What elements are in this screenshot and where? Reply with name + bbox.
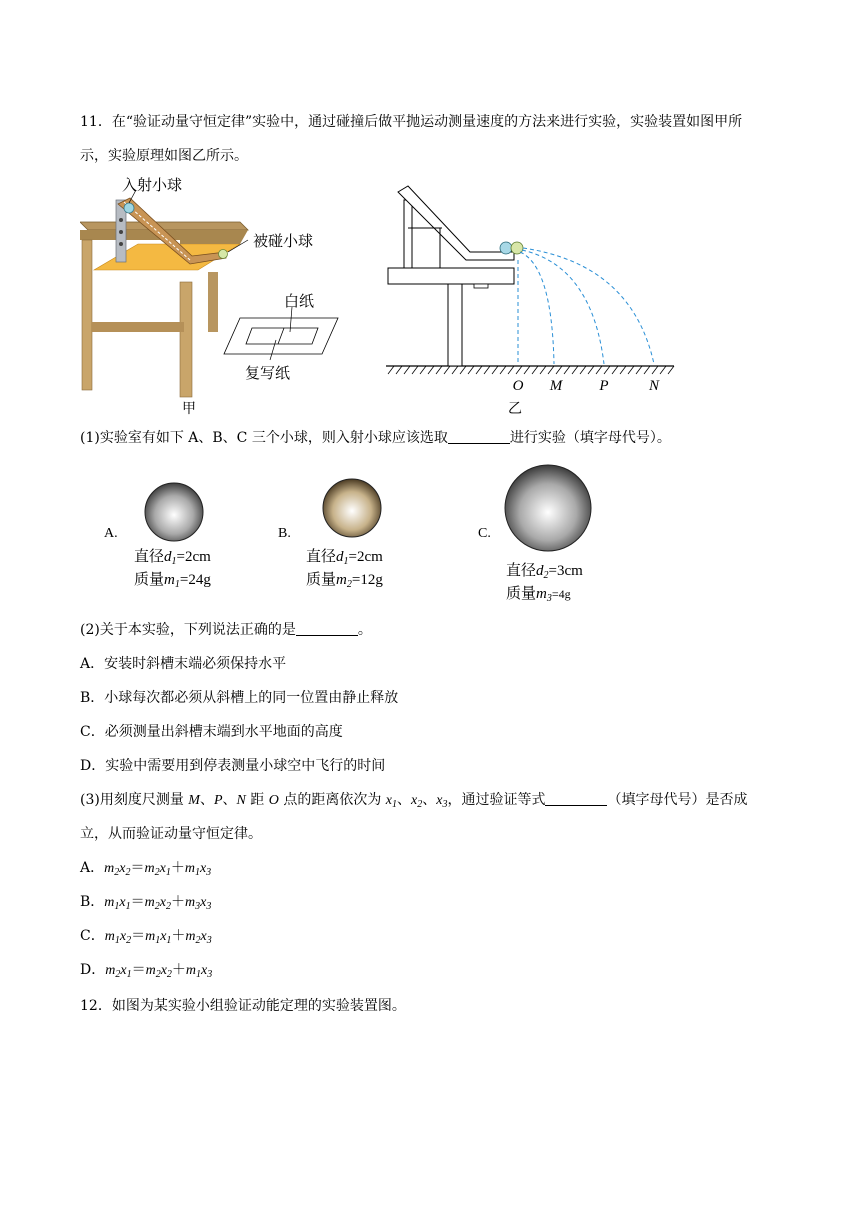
q11-part2 <box>80 620 372 640</box>
equation-variable: m <box>184 895 196 910</box>
label-incident-ball: 入射小球 <box>122 177 183 194</box>
label-white-paper: 白纸 <box>284 293 315 310</box>
equation-subscript: 2 <box>115 969 121 980</box>
option-label: C． <box>80 928 105 944</box>
part3-option-b[interactable] <box>80 892 211 917</box>
equation-variable: m <box>145 963 156 978</box>
equation-variable: m <box>144 895 155 910</box>
equation-subscript: 2 <box>154 901 160 912</box>
part3-option-d[interactable] <box>80 960 212 985</box>
equation-variable: m <box>185 963 197 978</box>
figure-yi <box>382 184 682 384</box>
equation-variable: x <box>159 895 166 910</box>
equation-subscript: 1 <box>196 969 202 980</box>
part1-answer-blank[interactable] <box>448 429 510 444</box>
equation-subscript: 2 <box>114 867 120 878</box>
equation-variable: m <box>104 895 115 910</box>
part2-text: (2)关于本实验，下列说法正确的是 <box>80 622 296 638</box>
equation-operator: ＝ <box>131 962 146 978</box>
equation-variable: m <box>104 861 115 876</box>
part2-option-b[interactable]: B．小球每次都必须从斜槽上的同一位置由静止释放 <box>80 690 399 706</box>
equation-subscript: 2 <box>125 867 131 878</box>
equation-variable: m <box>185 929 196 944</box>
q11-part3-line2: 立，从而验证动量守恒定律。 <box>80 826 262 842</box>
ball-a-info: 直径$d_1=2cm$ 质量$m_1=24g$ <box>134 549 211 590</box>
ball-c-info: 直径$d_2=3cm$ 质量$m_3=4g$ <box>506 563 583 604</box>
equation-subscript: 2 <box>166 969 172 980</box>
equation-variable: x <box>120 963 127 978</box>
figure-jia-caption: 甲 <box>182 400 196 416</box>
point-P: P <box>599 378 609 394</box>
option-label: D． <box>80 962 106 978</box>
part3-option-a[interactable] <box>80 858 211 883</box>
equation-subscript: 3 <box>206 901 212 912</box>
part1-text-before: (1)实验室有如下 A、B、C 三个小球，则入射小球应该选取 <box>80 430 448 446</box>
part2-text-end: 。 <box>357 622 372 638</box>
ball-a-sphere <box>142 480 206 544</box>
equation-subscript: 2 <box>155 969 161 980</box>
equation-variable: m <box>145 929 156 944</box>
point-M: M <box>549 378 563 394</box>
equation-variable: m <box>184 861 195 876</box>
part2-option-a[interactable]: A．安装时斜槽末端必须保持水平 <box>80 656 287 672</box>
option-label: B． <box>80 894 105 910</box>
equation-subscript: 1 <box>155 935 161 946</box>
equation-variable: x <box>160 963 167 978</box>
equation-subscript: 2 <box>154 867 160 878</box>
equation-subscript: 3 <box>206 867 212 878</box>
point-O: O <box>512 378 524 394</box>
equation-operator: ＝ <box>131 928 146 944</box>
equation-subscript: 1 <box>126 969 132 980</box>
point-N: N <box>648 378 660 394</box>
equation-subscript: 3 <box>206 935 212 946</box>
equation-variable: x <box>119 895 126 910</box>
part2-option-d[interactable]: D．实验中需要用到停表测量小球空中飞行的时间 <box>80 758 386 774</box>
q11-part1 <box>80 428 671 448</box>
q12-stem: 12．如图为某实验小组验证动能定理的实验装置图。 <box>80 998 406 1014</box>
q11-part3-line1: (3)用刻度尺测量 M、P、N 距 O 点的距离依次为 $x_1$、$x_2$、$x_3$，通过验证等式 （填字母代号）是否成 <box>80 792 748 810</box>
equation-variable: x <box>199 861 207 876</box>
equation-variable: m <box>104 929 115 944</box>
equation-variable: x <box>200 895 207 910</box>
part3-option-c[interactable] <box>80 926 212 951</box>
ball-a-label: A. <box>104 526 118 541</box>
equation-subscript: 2 <box>165 901 171 912</box>
part2-option-c[interactable]: C．必须测量出斜槽末端到水平地面的高度 <box>80 724 343 740</box>
ball-c-sphere <box>502 462 594 554</box>
equation-operator: ＋ <box>170 894 185 910</box>
figure-jia <box>80 172 360 402</box>
figure-yi-points <box>382 374 682 398</box>
equation-operator: ＝ <box>130 860 145 876</box>
equation-operator: ＋ <box>170 860 185 876</box>
equation-variable: x <box>159 861 166 876</box>
part1-text-after: 进行实验（填字母代号）。 <box>509 430 671 446</box>
equation-operator: ＝ <box>130 894 145 910</box>
ball-b-label: B. <box>278 526 291 541</box>
label-target-ball: 被碰小球 <box>253 233 314 250</box>
q11-stem-line2: 示，实验原理如图乙所示。 <box>80 148 248 164</box>
equation-subscript: 2 <box>195 935 201 946</box>
equation-variable: x <box>160 929 167 944</box>
equation-subscript: 3 <box>195 901 201 912</box>
equation-operator: ＋ <box>171 928 186 944</box>
equation-subscript: 1 <box>114 901 120 912</box>
equation-variable: m <box>105 963 116 978</box>
equation-subscript: 1 <box>166 935 172 946</box>
equation-subscript: 1 <box>125 901 131 912</box>
equation-variable: x <box>201 963 208 978</box>
equation-subscript: 2 <box>126 935 132 946</box>
option-label: A． <box>80 860 105 876</box>
label-carbon-paper: 复写纸 <box>245 365 291 382</box>
ball-b-sphere <box>320 476 384 540</box>
part3-answer-blank[interactable] <box>545 791 607 806</box>
figure-yi-caption: 乙 <box>508 400 522 416</box>
ball-b-info: 直径$d_1=2cm$ 质量$m_2=12g$ <box>306 549 383 590</box>
equation-subscript: 1 <box>194 867 200 878</box>
equation-subscript: 1 <box>114 935 120 946</box>
equation-variable: x <box>200 929 207 944</box>
ball-c-label: C. <box>478 526 491 541</box>
equation-variable: x <box>119 861 126 876</box>
q11-stem-line1: 11．在“验证动量守恒定律”实验中，通过碰撞后做平抛运动测量速度的方法来进行实验，实验装置如图甲所 <box>80 114 743 130</box>
equation-subscript: 3 <box>207 969 213 980</box>
equation-subscript: 1 <box>165 867 171 878</box>
equation-variable: x <box>119 929 127 944</box>
equation-operator: ＋ <box>171 962 186 978</box>
equation-variable: m <box>144 861 155 876</box>
part2-answer-blank[interactable] <box>296 621 358 636</box>
